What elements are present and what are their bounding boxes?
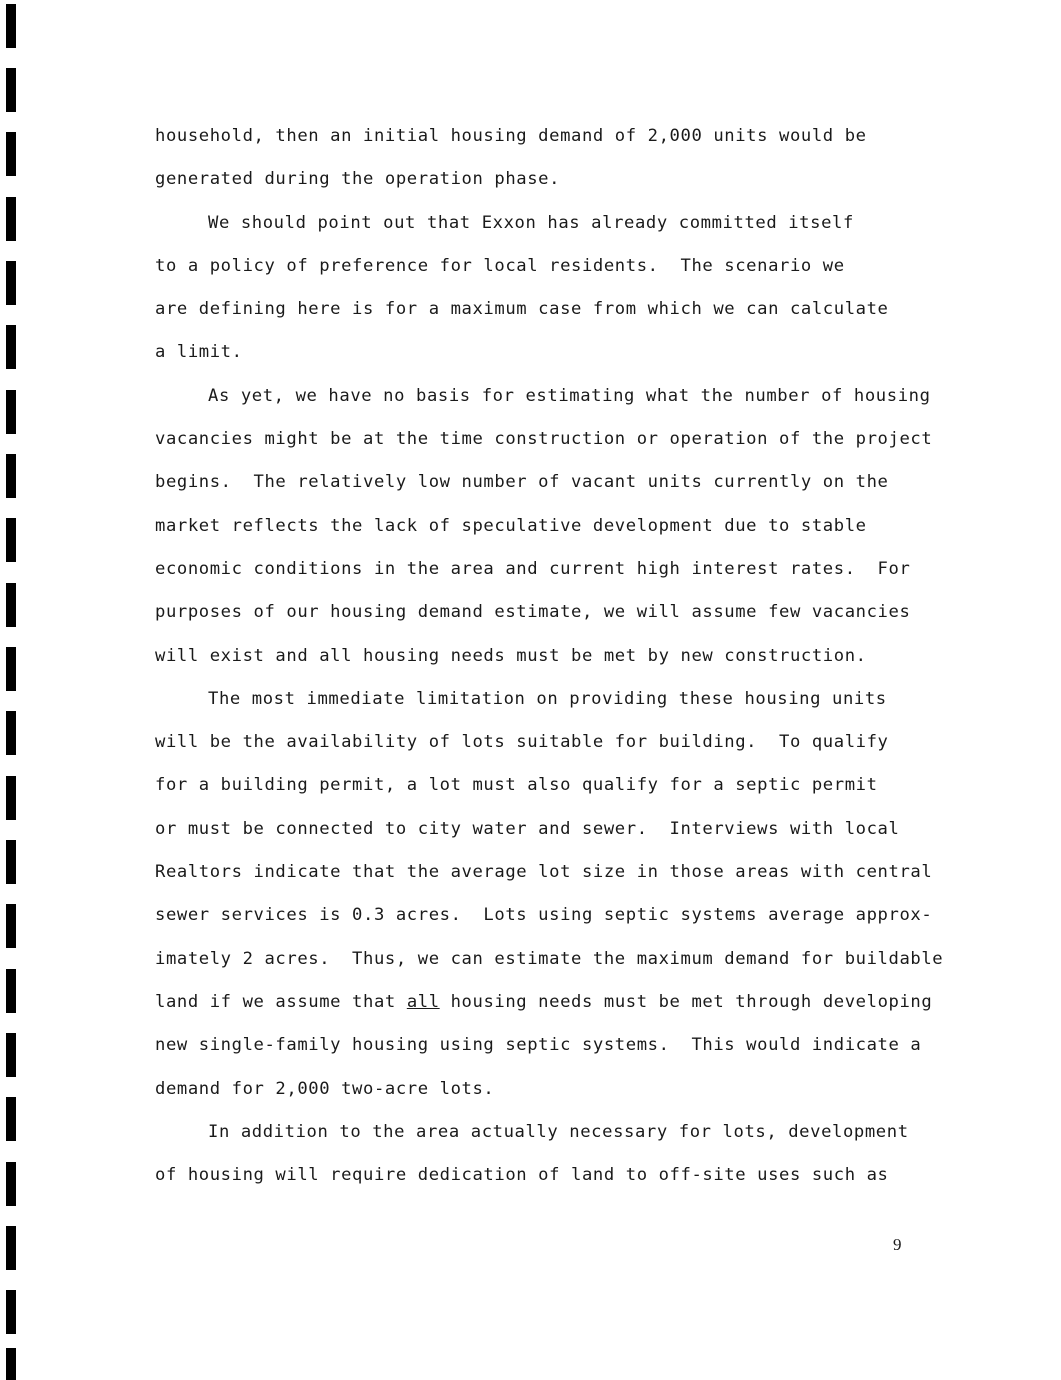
binding-mark — [6, 1033, 16, 1077]
text-line: will be the availability of lots suitable for building. To qualify — [155, 732, 889, 753]
text-line: will exist and all housing needs must be met by new construction. — [155, 645, 867, 666]
text-line: begins. The relatively low number of vacant units currently on the — [155, 472, 889, 493]
text-line: or must be connected to city water and sewer. Interviews with local — [155, 818, 900, 839]
text-line: generated during the operation phase. — [155, 169, 561, 190]
paragraph-start-line: As yet, we have no basis for estimating what the number of housing — [208, 385, 931, 406]
binding-mark — [6, 132, 16, 176]
text-line: Realtors indicate that the average lot size in those areas with central — [155, 862, 933, 883]
underlined-word: all — [406, 991, 440, 1012]
binding-mark — [6, 840, 16, 884]
text-line: purposes of our housing demand estimate, we will assume few vacancies — [155, 602, 911, 623]
binding-mark — [6, 518, 16, 562]
text-line: market reflects the lack of speculative development due to stable — [155, 515, 867, 536]
text-line: are defining here is for a maximum case from which we can calculate — [155, 299, 889, 320]
binding-mark — [6, 4, 16, 48]
text-line: to a policy of preference for local residents. The scenario we — [155, 255, 845, 276]
binding-mark — [6, 583, 16, 627]
text-line: demand for 2,000 two-acre lots. — [155, 1078, 495, 1099]
paragraph-start-line: The most immediate limitation on providing these housing units — [208, 688, 887, 709]
binding-mark — [6, 390, 16, 434]
binding-mark — [6, 776, 16, 820]
binding-mark — [6, 711, 16, 755]
text-line: household, then an initial housing demand of 2,000 units would be — [155, 126, 867, 146]
text-line: a limit. — [155, 342, 243, 363]
binding-mark — [6, 1290, 16, 1334]
text-segment: land if we assume that — [155, 991, 407, 1012]
paragraph-start-line: In addition to the area actually necessary for lots, development — [208, 1121, 909, 1142]
text-line: sewer services is 0.3 acres. Lots using septic systems average approx- — [155, 905, 933, 926]
binding-mark — [6, 197, 16, 241]
text-line: economic conditions in the area and current high interest rates. For — [155, 558, 911, 579]
binding-mark — [6, 647, 16, 691]
binding-marks — [6, 0, 20, 1380]
paragraph-start-line: We should point out that Exxon has already committed itself — [208, 212, 854, 233]
text-segment: housing needs must be met through developing — [439, 991, 933, 1012]
binding-mark — [6, 325, 16, 369]
body-text — [155, 119, 955, 1201]
binding-mark — [6, 904, 16, 948]
binding-mark — [6, 1226, 16, 1270]
binding-mark — [6, 969, 16, 1013]
binding-mark — [6, 1162, 16, 1206]
page-number: 9 — [893, 1235, 902, 1254]
binding-mark — [6, 261, 16, 305]
text-line — [155, 985, 955, 1028]
binding-mark — [6, 1348, 16, 1380]
text-line: of housing will require dedication of land to off-site uses such as — [155, 1165, 889, 1186]
binding-mark — [6, 454, 16, 498]
text-line: imately 2 acres. Thus, we can estimate the maximum demand for buildable — [155, 948, 944, 969]
binding-mark — [6, 1097, 16, 1141]
binding-mark — [6, 68, 16, 112]
text-line: vacancies might be at the time construction or operation of the project — [155, 429, 933, 450]
text-line: new single-family housing using septic systems. This would indicate a — [155, 1035, 922, 1056]
text-line: for a building permit, a lot must also qualify for a septic permit — [155, 775, 878, 796]
